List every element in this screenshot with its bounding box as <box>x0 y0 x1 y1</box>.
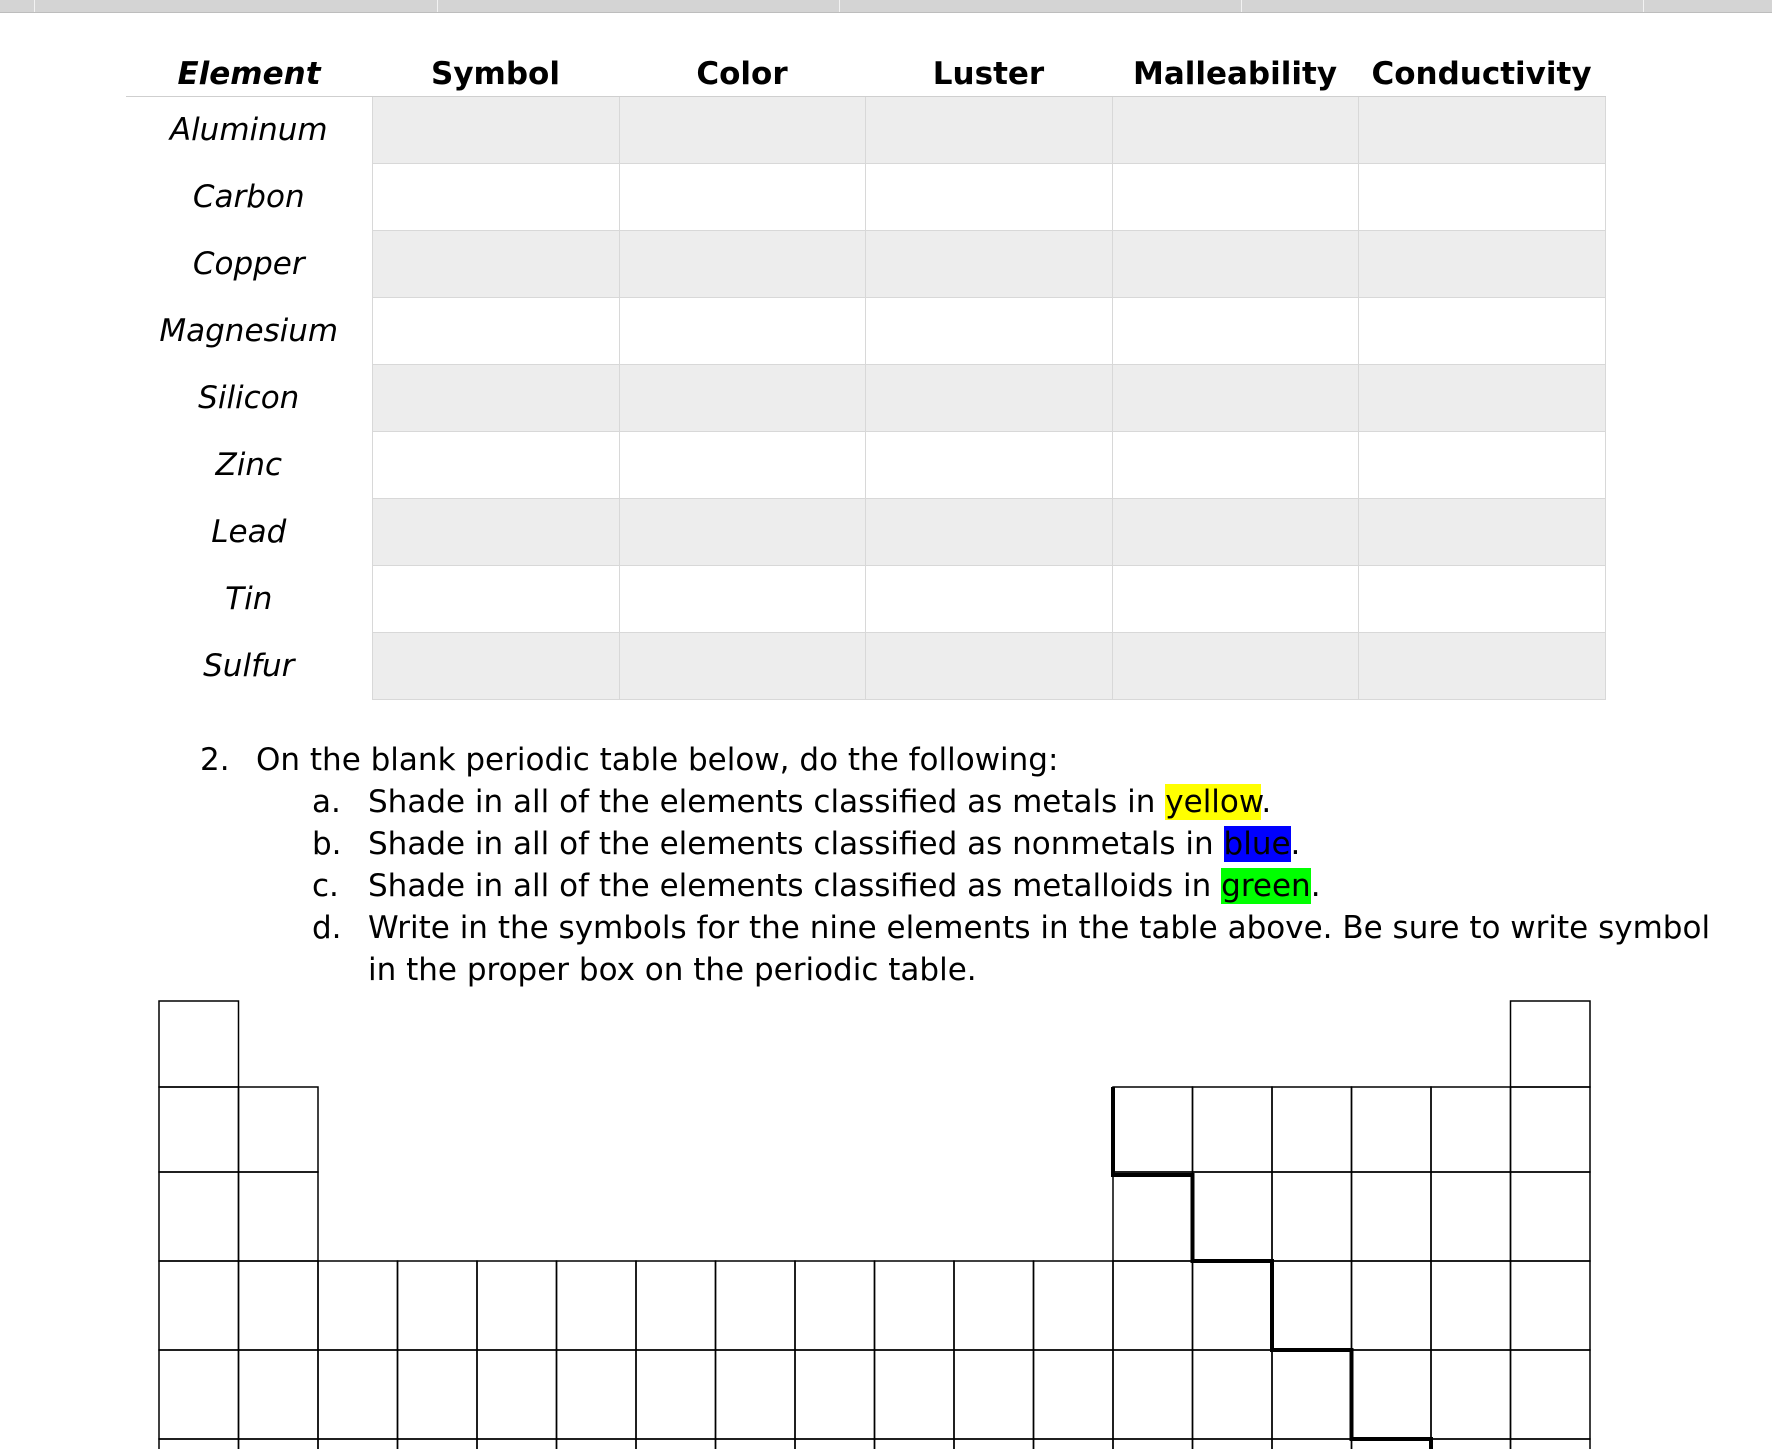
periodic-cell[interactable] <box>1193 1087 1273 1172</box>
header-color: Color <box>619 46 865 97</box>
periodic-cell[interactable] <box>477 1261 557 1350</box>
periodic-cell[interactable] <box>636 1439 716 1449</box>
periodic-cell[interactable] <box>1352 1087 1432 1172</box>
periodic-cell[interactable] <box>1352 1350 1432 1439</box>
highlight-green: green <box>1221 868 1311 904</box>
element-name: Zinc <box>215 447 283 483</box>
periodic-cell[interactable] <box>1431 1350 1511 1439</box>
periodic-cell[interactable] <box>795 1261 875 1350</box>
periodic-cell[interactable] <box>1193 1261 1273 1350</box>
periodic-cell[interactable] <box>398 1261 478 1350</box>
periodic-cell[interactable] <box>159 1087 239 1172</box>
item-b-marker: b. <box>312 826 342 862</box>
periodic-cell[interactable] <box>557 1261 637 1350</box>
periodic-cell[interactable] <box>1034 1439 1114 1449</box>
periodic-cell[interactable] <box>1511 1439 1591 1449</box>
periodic-cell[interactable] <box>557 1439 637 1449</box>
periodic-cell[interactable] <box>1034 1350 1114 1439</box>
periodic-cell[interactable] <box>477 1439 557 1449</box>
item-a-text: Shade in all of the elements classified as metals in <box>368 784 1166 820</box>
periodic-cell[interactable] <box>716 1439 796 1449</box>
periodic-cell[interactable] <box>318 1261 398 1350</box>
periodic-cell[interactable] <box>954 1350 1034 1439</box>
periodic-cell[interactable] <box>1113 1172 1193 1261</box>
periodic-cell[interactable] <box>239 1350 319 1439</box>
periodic-cell[interactable] <box>1272 1087 1352 1172</box>
periodic-cell[interactable] <box>1272 1350 1352 1439</box>
periodic-cell[interactable] <box>1511 1087 1591 1172</box>
periodic-cell[interactable] <box>1352 1261 1432 1350</box>
header-conductivity: Conductivity <box>1358 46 1605 97</box>
periodic-cell[interactable] <box>318 1439 398 1449</box>
periodic-cell[interactable] <box>1113 1261 1193 1350</box>
periodic-cell[interactable] <box>1431 1261 1511 1350</box>
periodic-cell[interactable] <box>1193 1172 1273 1261</box>
periodic-cell[interactable] <box>1431 1439 1511 1449</box>
periodic-cell[interactable] <box>239 1172 319 1261</box>
periodic-cell[interactable] <box>954 1439 1034 1449</box>
periodic-cell[interactable] <box>398 1350 478 1439</box>
periodic-cell[interactable] <box>875 1439 955 1449</box>
periodic-cell[interactable] <box>716 1261 796 1350</box>
element-name: Lead <box>211 514 287 550</box>
header-element: Element <box>126 46 372 97</box>
element-name: Aluminum <box>169 112 328 149</box>
periodic-cell[interactable] <box>398 1439 478 1449</box>
periodic-cell[interactable] <box>239 1261 319 1350</box>
periodic-cell[interactable] <box>875 1261 955 1350</box>
header-malleability: Malleability <box>1112 46 1358 97</box>
periodic-cell[interactable] <box>875 1350 955 1439</box>
header-symbol: Symbol <box>372 46 619 97</box>
periodic-cell[interactable] <box>636 1261 716 1350</box>
element-name: Sulfur <box>203 648 295 684</box>
periodic-cell[interactable] <box>954 1261 1034 1350</box>
question-intro: On the blank periodic table below, do the following: <box>256 742 1059 778</box>
periodic-cell[interactable] <box>795 1439 875 1449</box>
element-name: Carbon <box>192 179 305 215</box>
item-c-text: Shade in all of the elements classified as metalloids in <box>368 868 1222 904</box>
periodic-cell[interactable] <box>716 1350 796 1439</box>
periodic-cell[interactable] <box>159 1350 239 1439</box>
periodic-cell[interactable] <box>795 1350 875 1439</box>
item-d-marker: d. <box>312 910 342 946</box>
element-name: Silicon <box>198 380 300 416</box>
periodic-cell[interactable] <box>239 1087 319 1172</box>
item-a-period: . <box>1261 784 1272 820</box>
item-b-text: Shade in all of the elements classified as nonmetals in <box>368 826 1224 862</box>
periodic-cell[interactable] <box>636 1350 716 1439</box>
element-name: Magnesium <box>159 313 339 349</box>
highlight-yellow: yellow <box>1165 784 1262 820</box>
periodic-cell[interactable] <box>159 1172 239 1261</box>
periodic-cell[interactable] <box>239 1439 319 1449</box>
item-c-marker: c. <box>312 868 339 904</box>
item-a-marker: a. <box>312 784 341 820</box>
periodic-cell[interactable] <box>1511 1350 1591 1439</box>
periodic-cell[interactable] <box>159 1439 239 1449</box>
item-b-period: . <box>1290 826 1301 862</box>
item-d-line1: Write in the symbols for the nine elements in the table above. Be sure to write symbol <box>368 910 1711 946</box>
periodic-cell[interactable] <box>1272 1439 1352 1449</box>
periodic-cell[interactable] <box>159 1261 239 1350</box>
periodic-cell[interactable] <box>1193 1439 1273 1449</box>
periodic-cell[interactable] <box>1511 1261 1591 1350</box>
periodic-cell[interactable] <box>1431 1087 1511 1172</box>
periodic-cell[interactable] <box>1113 1087 1193 1172</box>
periodic-cell[interactable] <box>1352 1172 1432 1261</box>
periodic-cell[interactable] <box>159 1001 239 1087</box>
element-name: Tin <box>225 581 273 617</box>
periodic-cell[interactable] <box>1272 1172 1352 1261</box>
item-c-period: . <box>1310 868 1321 904</box>
header-luster: Luster <box>865 46 1112 97</box>
question-number: 2. <box>200 742 230 778</box>
periodic-cell[interactable] <box>318 1350 398 1439</box>
periodic-cell[interactable] <box>1511 1001 1591 1087</box>
periodic-cell[interactable] <box>477 1350 557 1439</box>
periodic-cell[interactable] <box>1034 1261 1114 1350</box>
element-name: Copper <box>192 246 305 282</box>
periodic-cell[interactable] <box>1193 1350 1273 1439</box>
item-d-line2: in the proper box on the periodic table. <box>368 952 977 988</box>
periodic-cell[interactable] <box>1113 1350 1193 1439</box>
highlight-blue: blue <box>1223 826 1291 862</box>
periodic-cell[interactable] <box>1431 1172 1511 1261</box>
periodic-cell[interactable] <box>1511 1172 1591 1261</box>
periodic-cell[interactable] <box>1272 1261 1352 1350</box>
periodic-cell[interactable] <box>1113 1439 1193 1449</box>
periodic-cell[interactable] <box>557 1350 637 1439</box>
